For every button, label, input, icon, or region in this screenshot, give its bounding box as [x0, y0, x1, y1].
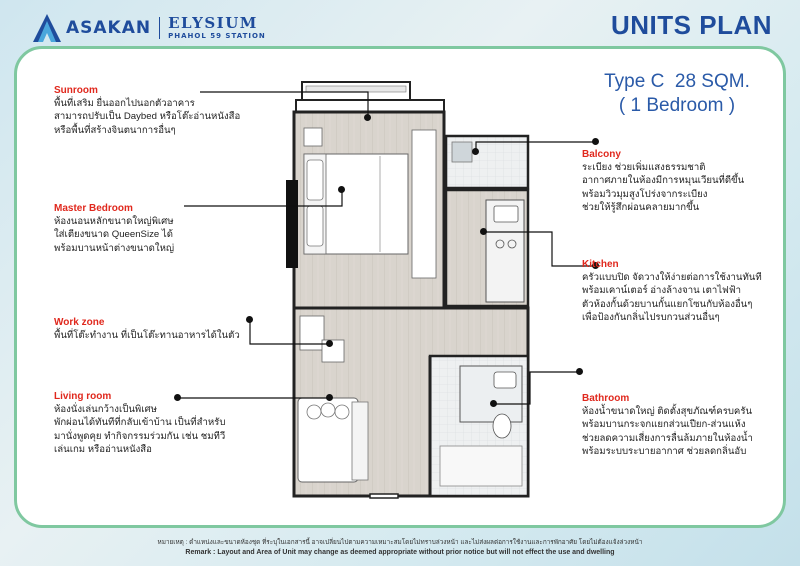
pillow — [307, 160, 323, 200]
marker-dot — [592, 138, 599, 145]
marker-dot — [472, 148, 479, 155]
unit-bedroom-line: ( 1 Bedroom ) — [618, 95, 736, 116]
balcony-description — [582, 148, 744, 214]
washbasin — [494, 372, 516, 388]
bathroom-description — [582, 392, 753, 458]
side-table — [352, 402, 368, 480]
living-description — [54, 390, 225, 456]
marker-dot — [338, 186, 345, 193]
kitchen-title: Kitchen — [582, 259, 619, 270]
wardrobe — [412, 130, 436, 278]
bedroom-title: Master Bedroom — [54, 203, 133, 214]
station-name: PHAHOL 59 STATION — [168, 32, 266, 40]
sunroom-title: Sunroom — [54, 85, 98, 96]
brand-name: ASAKAN — [66, 18, 152, 38]
sofa-cushions — [307, 403, 349, 419]
living-line: ห้องนั่งเล่นกว้างเป็นพิเศษ — [54, 404, 157, 416]
sunroom-line: หรือพื้นที่สร้างจินตนาการอื่นๆ — [54, 124, 176, 136]
footer-remark: Remark : Layout and Area of Unit may change as deemed appropriate without prior notice but will not effect the use and dwelling — [185, 549, 615, 556]
bedroom-window — [286, 180, 298, 268]
bedroom-description — [54, 202, 174, 255]
balcony-line: อากาศภายในห้องมีการหมุนเวียนที่ดีขึ้น — [582, 175, 745, 187]
kitchen-line: เพื่อป้องกันกลิ่นไปรบกวนส่วนอื่นๆ — [582, 311, 720, 323]
bathroom-line: พร้อมระบบระบายอากาศ ช่วยลดกลิ่นอับ — [582, 445, 747, 457]
marker-dot — [480, 228, 487, 235]
living-line: พักผ่อนได้ทันทีที่กลับเข้าบ้าน เป็นที่สำหรับ — [54, 417, 226, 429]
bedroom-line: ใส่เตียงขนาด QueenSize ได้ — [54, 229, 173, 241]
sunroom-window — [306, 86, 406, 92]
bathroom-line: ห้องน้ำขนาดใหญ่ ติดตั้งสุขภัณฑ์ครบครัน — [582, 406, 753, 418]
footer-note-thai: หมายเหตุ : ตำแหน่งและขนาดห้องชุด ที่ระบุในเอกสารนี้ อาจเปลี่ยนไปตามความเหมาะสมโดยไม่ทราบล่วงหน้า และไม่ส่งผลต่อการใช้งานและการพักอาศัย โดยไม่ต้องแจ้งล่วงหน้า — [157, 539, 643, 546]
bathroom-title: Bathroom — [582, 393, 630, 404]
kitchen-line: พร้อมเคาน์เตอร์ อ่างล้างจาน เตาไฟฟ้า — [582, 285, 742, 297]
marker-dot — [326, 394, 333, 401]
marker-dot — [246, 316, 253, 323]
living-line: มานั่งพูดคุย ทำกิจกรรมร่วมกัน เช่น ชมทีวี — [54, 430, 226, 442]
project-name: ELYSIUM — [168, 14, 258, 32]
balcony-line: ระเบียง ช่วยเพิ่มแสงธรรมชาติ — [582, 162, 706, 174]
balcony-line: ช่วยให้รู้สึกผ่อนคลายมากขึ้น — [582, 201, 700, 213]
marker-dot — [326, 340, 333, 347]
balcony-line: พร้อมวิวมุมสูงโปร่งจากระเบียง — [582, 188, 708, 200]
bathroom-line: พร้อมบานกระจกแยกส่วนเปียก-ส่วนแห้ง — [582, 419, 746, 431]
page-title: UNITS PLAN — [611, 10, 772, 40]
marker-dot — [364, 114, 371, 121]
bedroom-line: พร้อมบานหน้าต่างขนาดใหญ่ — [54, 242, 175, 254]
pillow — [307, 206, 323, 246]
marker-dot — [576, 368, 583, 375]
toilet — [493, 414, 511, 438]
bathroom-line: ช่วยลดความเสี่ยงการลื่นล้มภายในห้องน้ำ — [582, 432, 753, 444]
sunroom-line: พื้นที่เสริม ยื่นออกไปนอกตัวอาคาร — [54, 98, 195, 110]
kitchen-line: ครัวแบบปิด จัดวางให้ง่ายต่อการใช้งานทันที — [582, 272, 762, 284]
sunroom-description — [54, 84, 240, 137]
sunroom-line: สามารถปรับเป็น Daybed หรือโต๊ะอ่านหนังสือ — [54, 111, 241, 123]
workzone-line: พื้นที่โต๊ะทำงาน ที่เป็นโต๊ะทานอาหารได้ในตัว — [54, 330, 240, 342]
kitchen-description — [582, 258, 762, 324]
workzone-title: Work zone — [54, 317, 105, 328]
living-title: Living room — [54, 391, 112, 402]
ac-unit — [452, 142, 472, 162]
sink — [494, 206, 518, 222]
bedroom-line: ห้องนอนหลักขนาดใหญ่พิเศษ — [54, 216, 174, 228]
marker-dot — [490, 400, 497, 407]
kitchen-line: ตัวห้องกั้นด้วยบานกั้นแยกโซนกับห้องอื่นๆ — [582, 298, 753, 310]
living-line: เล่นเกม หรืออ่านหนังสือ — [54, 443, 152, 455]
balcony-title: Balcony — [582, 149, 621, 160]
entry-door — [370, 494, 398, 498]
bedside-table — [304, 128, 322, 146]
work-desk — [300, 316, 324, 350]
workzone-description — [54, 316, 240, 342]
glass-partition — [440, 446, 522, 486]
unit-type-line: Type C 28 SQM. — [604, 71, 750, 92]
